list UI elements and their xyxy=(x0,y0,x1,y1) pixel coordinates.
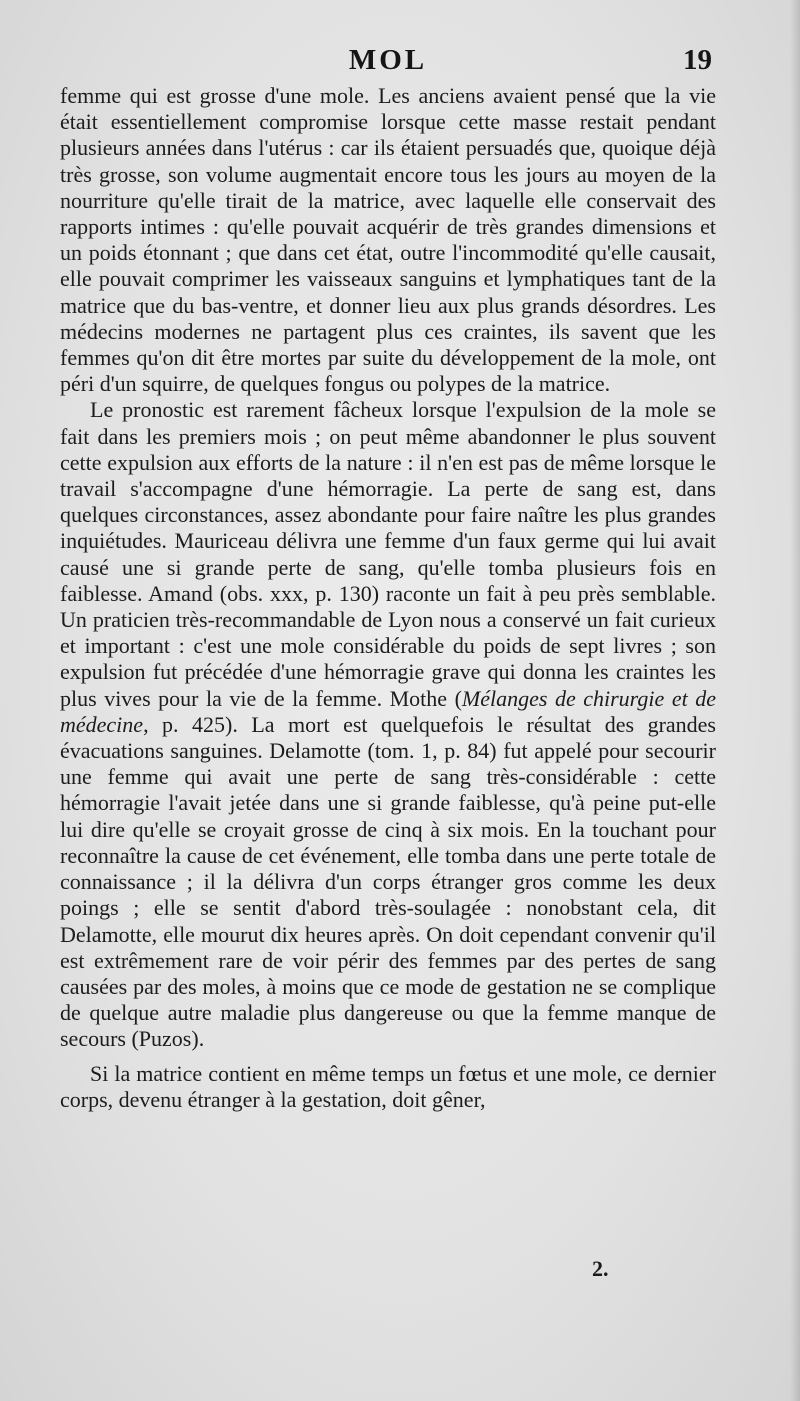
paragraph-2-text-a: Le pronostic est rarement fâcheux lorsque l'expulsion de la mole se fait dans les premiers mois ; on peut même abandonner le plus souvent cette expulsion aux efforts de la nature : il n'en est pas de même lorsque le travail s'accompagne d'une hémorragie. La perte de sang est, dans quelques circonstances, assez abondante pour faire naître les plus grandes inquiétudes. Mauriceau délivra une femme d'un faux germe qui lui avait causé une si grande perte de sang, qu'elle tomba plusieurs fois en faiblesse. Amand (obs. xxx, p. 130) raconte un fait à peu près semblable. Un praticien très-recommandable de Lyon nous a conservé un fait curieux et important : c'est une mole considérable du poids de sept livres ; son expulsion fut précédée d'une hémorragie grave qui donna les craintes les plus vives pour la vie de la femme. Mothe ( xyxy=(60,397,716,711)
paragraph-2-book-title: Mélanges de chirurgie et de médecine xyxy=(60,685,716,737)
running-head xyxy=(60,44,716,84)
page-number: 19 xyxy=(683,44,712,76)
paragraph-1 xyxy=(60,83,716,397)
page-edge-shadow xyxy=(790,0,800,1401)
paragraph-1-text: femme qui est grosse d'une mole. Les anciens avaient pensé que la vie était essentiellement compromise lorsque cette masse restait pendant plusieurs années dans l'utérus : car ils étaient persuadés que, quoique déjà très grosse, son volume augmentait encore tous les jours au moyen de la nourriture qu'elle tirait de la matrice, avec laquelle elle conservait des rapports intimes : qu'elle pouvait acquérir de très grandes dimensions et un poids étonnant ; que dans cet état, outre l'incommodité qu'elle causait, elle pouvait comprimer les vaisseaux sanguins et lymphatiques tant de la matrice que du bas-ventre, et donner lieu aux plus grands désordres. Les médecins modernes ne partagent plus ces craintes, ils savent que les femmes qu'on dit être mortes par suite du développement de la mole, ont péri d'un squirre, de quelques fongus ou polypes de la matrice. xyxy=(60,83,716,397)
running-head-title: MOL xyxy=(348,44,428,76)
paragraph-3 xyxy=(60,1061,716,1113)
paragraph-3-text: Si la matrice contient en même temps un fœtus et une mole, ce dernier corps, devenu étranger à la gestation, doit gêner, xyxy=(60,1060,716,1112)
paragraph-2-text-b: , p. 425). La mort est quelquefois le résultat des grandes évacuations sanguines. Delamotte (tom. 1, p. 84) fut appelé pour secourir une femme qui avait une perte de sang très-considérable : cette hémorragie l'avait jetée dans une si grande faiblesse, qu'à peine put-elle lui dire qu'elle se croyait grosse de cinq à six mois. En la touchant pour reconnaître la cause de cet événement, elle tomba dans une perte totale de connaissance ; il la délivra d'un corps étranger gros comme les deux poings ; elle se sentit d'abord très-soulagée : nonobstant cela, dit Delamotte, elle mourut dix heures après. On doit cependant convenir qu'il est extrêmement rare de voir périr des femmes par des pertes de sang causées par des moles, à moins que ce mode de gestation ne se complique de quelque autre maladie plus dangereuse ou que la femme manque de secours (Puzos). xyxy=(60,711,716,1052)
signature-mark: 2. xyxy=(592,1256,609,1281)
paragraph-2 xyxy=(60,397,716,1052)
body-text xyxy=(60,83,716,1113)
paragraph-gap xyxy=(60,1053,716,1061)
